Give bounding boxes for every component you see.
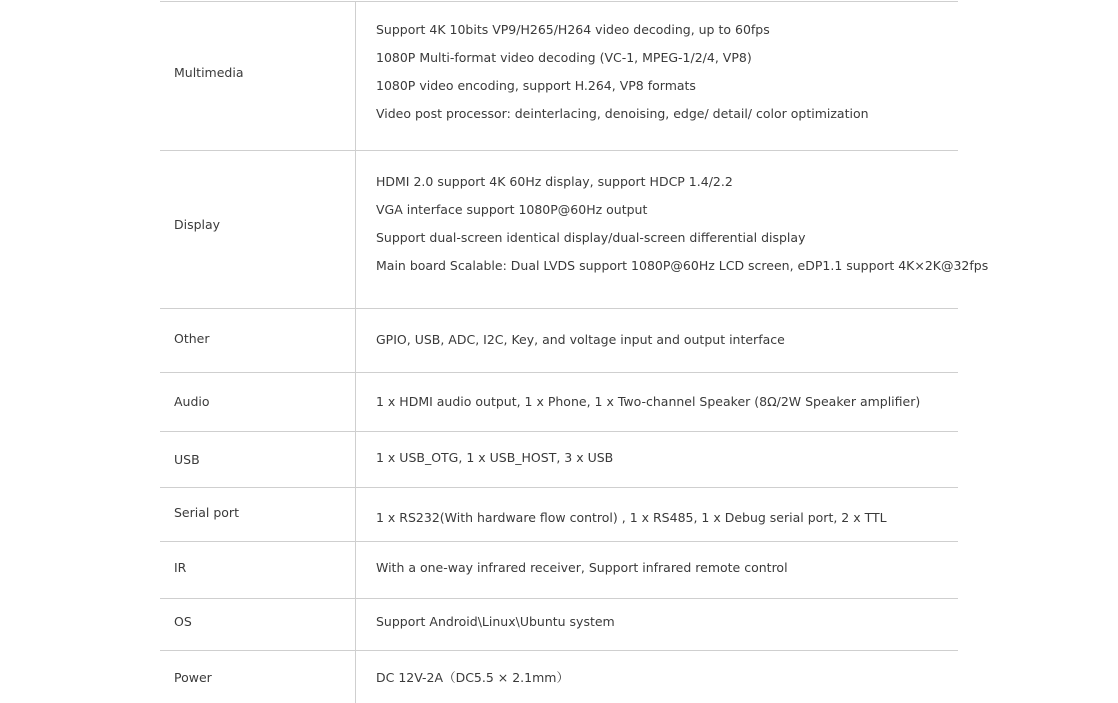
- spec-label-os: OS: [174, 614, 192, 629]
- spec-table: [160, 0, 989, 703]
- spec-label-cell: [160, 151, 356, 308]
- spec-label-cell: [160, 432, 356, 487]
- spec-value-cell: [356, 309, 958, 372]
- spec-value-cell: [356, 651, 958, 703]
- spec-value-cell: [356, 488, 958, 541]
- spec-value-line: HDMI 2.0 support 4K 60Hz display, support HDCP 1.4/2.2: [376, 174, 733, 189]
- spec-label-cell: [160, 542, 356, 598]
- spec-value-cell: [356, 373, 958, 431]
- spec-value-cell: [356, 151, 989, 308]
- spec-label-cell: [160, 373, 356, 431]
- spec-label-display: Display: [174, 217, 221, 232]
- spec-label-cell: [160, 651, 356, 703]
- spec-row-usb: [160, 432, 958, 488]
- spec-label-ir: IR: [174, 560, 187, 575]
- spec-label-usb: USB: [174, 452, 200, 467]
- spec-value-line: DC 12V-2A（DC5.5 × 2.1mm）: [376, 670, 569, 685]
- spec-value-cell: [356, 542, 958, 598]
- spec-row-power: [160, 651, 958, 703]
- spec-value-line: Main board Scalable: Dual LVDS support 1080P@60Hz LCD screen, eDP1.1 support 4K×2K@32fps: [376, 258, 989, 273]
- spec-label-power: Power: [174, 670, 212, 685]
- spec-row-serial-port: [160, 488, 958, 542]
- spec-value-cell: [356, 2, 958, 150]
- spec-label-audio: Audio: [174, 394, 210, 409]
- spec-value-cell: [356, 599, 958, 650]
- spec-value-line: Video post processor: deinterlacing, denoising, edge/ detail/ color optimization: [376, 106, 869, 121]
- spec-label-cell: [160, 599, 356, 650]
- spec-row-display: [160, 151, 989, 309]
- spec-row-ir: [160, 542, 958, 599]
- spec-label-cell: [160, 309, 356, 372]
- spec-label-cell: [160, 488, 356, 541]
- spec-row-os: [160, 599, 958, 651]
- spec-label-cell: [160, 2, 356, 150]
- spec-value-line: 1 x RS232(With hardware flow control) , 1 x RS485, 1 x Debug serial port, 2 x TTL: [376, 510, 887, 525]
- spec-value-line: Support Android\Linux\Ubuntu system: [376, 614, 615, 629]
- spec-value-cell: [356, 432, 958, 487]
- spec-value-line: 1 x HDMI audio output, 1 x Phone, 1 x Two-channel Speaker (8Ω/2W Speaker amplifier): [376, 394, 921, 409]
- spec-value-line: GPIO, USB, ADC, I2C, Key, and voltage input and output interface: [376, 332, 785, 347]
- spec-label-serial-port: Serial port: [174, 505, 239, 520]
- spec-row-audio: [160, 373, 958, 432]
- spec-value-line: Support dual-screen identical display/dual-screen differential display: [376, 230, 806, 245]
- spec-value-line: With a one-way infrared receiver, Support infrared remote control: [376, 560, 788, 575]
- spec-value-line: 1080P video encoding, support H.264, VP8 formats: [376, 78, 696, 93]
- spec-value-line: 1 x USB_OTG, 1 x USB_HOST, 3 x USB: [376, 450, 614, 465]
- spec-value-line: 1080P Multi-format video decoding (VC-1, MPEG-1/2/4, VP8): [376, 50, 752, 65]
- spec-label-multimedia: Multimedia: [174, 65, 244, 80]
- spec-value-line: VGA interface support 1080P@60Hz output: [376, 202, 648, 217]
- spec-value-line: Support 4K 10bits VP9/H265/H264 video decoding, up to 60fps: [376, 22, 770, 37]
- spec-label-other: Other: [174, 331, 210, 346]
- spec-row-multimedia: [160, 1, 958, 151]
- spec-row-other: [160, 309, 958, 373]
